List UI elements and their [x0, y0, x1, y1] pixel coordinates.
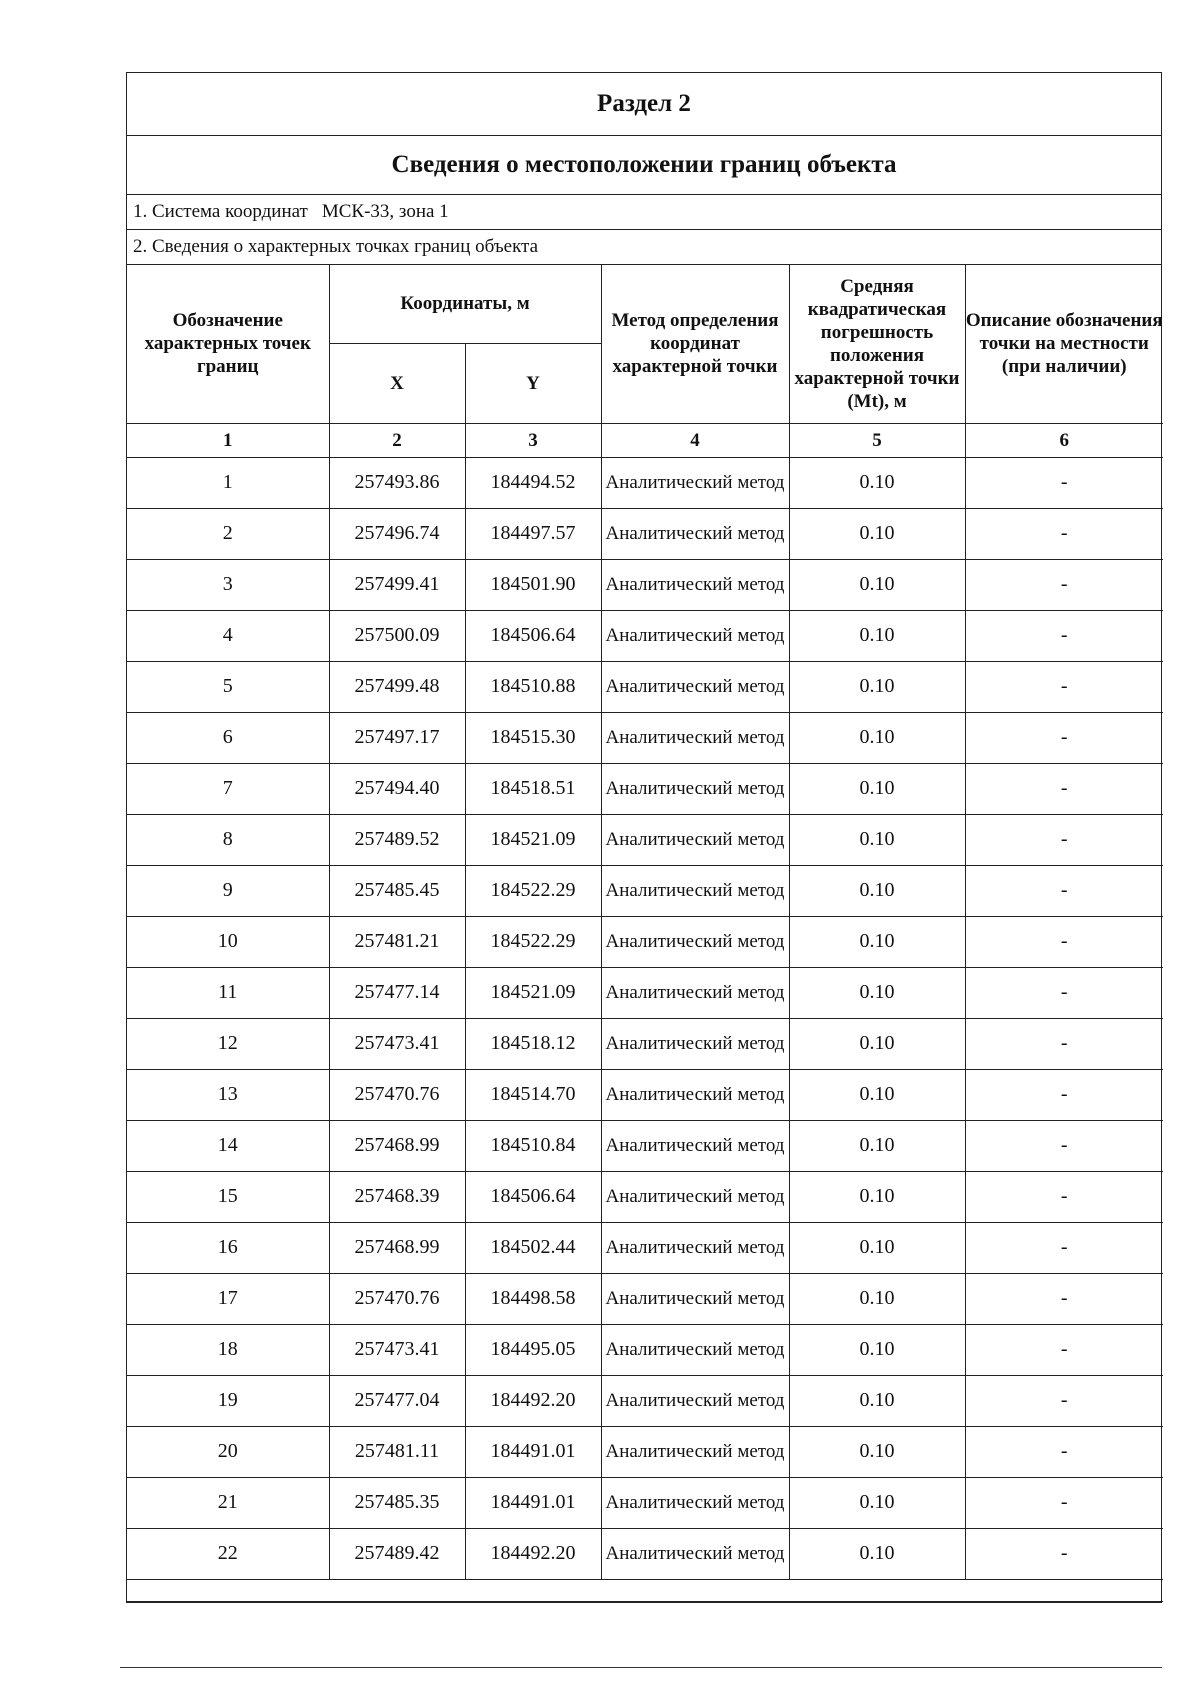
point-number-cell: 18 [127, 1324, 329, 1375]
point-number-cell: 10 [127, 916, 329, 967]
y-coordinate-cell: 184514.70 [465, 1069, 601, 1120]
point-number-cell: 22 [127, 1528, 329, 1579]
x-coordinate-cell: 257477.04 [329, 1375, 465, 1426]
y-coordinate-cell: 184492.20 [465, 1528, 601, 1579]
error-cell: 0.10 [789, 1273, 965, 1324]
table-row [127, 1528, 1163, 1579]
method-cell: Аналитический метод [601, 967, 789, 1018]
error-cell: 0.10 [789, 1171, 965, 1222]
y-coordinate-cell: 184510.88 [465, 661, 601, 712]
error-cell: 0.10 [789, 1477, 965, 1528]
table-row [127, 1069, 1163, 1120]
description-cell: - [965, 1222, 1163, 1273]
description-cell: - [965, 1069, 1163, 1120]
column-number-row [127, 423, 1163, 457]
coord-system-label: 1. Система координат [133, 201, 308, 222]
x-coordinate-cell: 257499.41 [329, 559, 465, 610]
method-cell: Аналитический метод [601, 508, 789, 559]
method-cell: Аналитический метод [601, 457, 789, 508]
header-method: Метод определения координат характерной точки [601, 265, 789, 423]
error-cell: 0.10 [789, 916, 965, 967]
y-coordinate-cell: 184498.58 [465, 1273, 601, 1324]
coord-system-row [127, 195, 1161, 230]
points-table-body [127, 457, 1163, 1579]
description-cell: - [965, 661, 1163, 712]
point-number-cell: 2 [127, 508, 329, 559]
point-number-cell: 3 [127, 559, 329, 610]
y-coordinate-cell: 184494.52 [465, 457, 601, 508]
description-cell: - [965, 814, 1163, 865]
x-coordinate-cell: 257497.17 [329, 712, 465, 763]
method-cell: Аналитический метод [601, 610, 789, 661]
x-coordinate-cell: 257481.11 [329, 1426, 465, 1477]
method-cell: Аналитический метод [601, 712, 789, 763]
point-number-cell: 13 [127, 1069, 329, 1120]
header-coordinates: Координаты, м [329, 265, 601, 343]
x-coordinate-cell: 257489.42 [329, 1528, 465, 1579]
table-row [127, 1120, 1163, 1171]
description-cell: - [965, 1324, 1163, 1375]
x-coordinate-cell: 257496.74 [329, 508, 465, 559]
description-cell: - [965, 916, 1163, 967]
point-number-cell: 7 [127, 763, 329, 814]
point-number-cell: 14 [127, 1120, 329, 1171]
y-coordinate-cell: 184510.84 [465, 1120, 601, 1171]
y-coordinate-cell: 184518.12 [465, 1018, 601, 1069]
x-coordinate-cell: 257500.09 [329, 610, 465, 661]
page-subtitle: Сведения о местоположении границ объекта [127, 136, 1161, 195]
x-coordinate-cell: 257477.14 [329, 967, 465, 1018]
x-coordinate-cell: 257494.40 [329, 763, 465, 814]
y-coordinate-cell: 184506.64 [465, 1171, 601, 1222]
table-row [127, 865, 1163, 916]
point-number-cell: 17 [127, 1273, 329, 1324]
method-cell: Аналитический метод [601, 1426, 789, 1477]
table-tail-row [127, 1579, 1163, 1601]
x-coordinate-cell: 257468.99 [329, 1120, 465, 1171]
error-cell: 0.10 [789, 1324, 965, 1375]
method-cell: Аналитический метод [601, 1018, 789, 1069]
column-number: 3 [465, 423, 601, 457]
y-coordinate-cell: 184492.20 [465, 1375, 601, 1426]
description-cell: - [965, 1273, 1163, 1324]
error-cell: 0.10 [789, 1426, 965, 1477]
header-description: Описание обозначения точки на местности (при наличии) [965, 265, 1163, 423]
method-cell: Аналитический метод [601, 763, 789, 814]
description-cell: - [965, 610, 1163, 661]
point-number-cell: 12 [127, 1018, 329, 1069]
y-coordinate-cell: 184497.57 [465, 508, 601, 559]
table-row [127, 1375, 1163, 1426]
x-coordinate-cell: 257473.41 [329, 1324, 465, 1375]
table-row [127, 610, 1163, 661]
description-cell: - [965, 763, 1163, 814]
point-number-cell: 6 [127, 712, 329, 763]
x-coordinate-cell: 257493.86 [329, 457, 465, 508]
x-coordinate-cell: 257470.76 [329, 1069, 465, 1120]
y-coordinate-cell: 184502.44 [465, 1222, 601, 1273]
error-cell: 0.10 [789, 1018, 965, 1069]
table-row [127, 457, 1163, 508]
x-coordinate-cell: 257473.41 [329, 1018, 465, 1069]
table-row [127, 1426, 1163, 1477]
description-cell: - [965, 1528, 1163, 1579]
y-coordinate-cell: 184515.30 [465, 712, 601, 763]
error-cell: 0.10 [789, 1375, 965, 1426]
error-cell: 0.10 [789, 610, 965, 661]
header-designation: Обозначение характерных точек границ [127, 265, 329, 423]
error-cell: 0.10 [789, 457, 965, 508]
method-cell: Аналитический метод [601, 916, 789, 967]
table-row [127, 1171, 1163, 1222]
description-cell: - [965, 508, 1163, 559]
method-cell: Аналитический метод [601, 1528, 789, 1579]
y-coordinate-cell: 184521.09 [465, 967, 601, 1018]
point-number-cell: 1 [127, 457, 329, 508]
table-row [127, 916, 1163, 967]
point-number-cell: 4 [127, 610, 329, 661]
x-coordinate-cell: 257481.21 [329, 916, 465, 967]
method-cell: Аналитический метод [601, 1273, 789, 1324]
column-number: 4 [601, 423, 789, 457]
points-info-row [127, 230, 1161, 265]
method-cell: Аналитический метод [601, 1069, 789, 1120]
method-cell: Аналитический метод [601, 1120, 789, 1171]
point-number-cell: 19 [127, 1375, 329, 1426]
header-row [127, 265, 1163, 343]
section-title: Раздел 2 [127, 73, 1161, 136]
description-cell: - [965, 1171, 1163, 1222]
y-coordinate-cell: 184518.51 [465, 763, 601, 814]
table-row [127, 1273, 1163, 1324]
error-cell: 0.10 [789, 712, 965, 763]
method-cell: Аналитический метод [601, 1477, 789, 1528]
x-coordinate-cell: 257485.35 [329, 1477, 465, 1528]
table-row [127, 1324, 1163, 1375]
description-cell: - [965, 1477, 1163, 1528]
error-cell: 0.10 [789, 763, 965, 814]
column-number: 5 [789, 423, 965, 457]
method-cell: Аналитический метод [601, 1222, 789, 1273]
error-cell: 0.10 [789, 661, 965, 712]
method-cell: Аналитический метод [601, 1324, 789, 1375]
x-coordinate-cell: 257485.45 [329, 865, 465, 916]
y-coordinate-cell: 184522.29 [465, 865, 601, 916]
description-cell: - [965, 457, 1163, 508]
method-cell: Аналитический метод [601, 865, 789, 916]
y-coordinate-cell: 184491.01 [465, 1426, 601, 1477]
x-coordinate-cell: 257468.39 [329, 1171, 465, 1222]
x-coordinate-cell: 257489.52 [329, 814, 465, 865]
table-tail-cell [127, 1579, 1163, 1601]
error-cell: 0.10 [789, 1528, 965, 1579]
document-sheet [126, 72, 1162, 1603]
column-number: 2 [329, 423, 465, 457]
point-number-cell: 5 [127, 661, 329, 712]
description-cell: - [965, 1018, 1163, 1069]
error-cell: 0.10 [789, 1222, 965, 1273]
column-number: 6 [965, 423, 1163, 457]
point-number-cell: 20 [127, 1426, 329, 1477]
x-coordinate-cell: 257468.99 [329, 1222, 465, 1273]
point-number-cell: 15 [127, 1171, 329, 1222]
method-cell: Аналитический метод [601, 661, 789, 712]
table-row [127, 1222, 1163, 1273]
table-row [127, 967, 1163, 1018]
method-cell: Аналитический метод [601, 1171, 789, 1222]
error-cell: 0.10 [789, 508, 965, 559]
y-coordinate-cell: 184491.01 [465, 1477, 601, 1528]
error-cell: 0.10 [789, 1069, 965, 1120]
table-row [127, 559, 1163, 610]
description-cell: - [965, 1426, 1163, 1477]
y-coordinate-cell: 184495.05 [465, 1324, 601, 1375]
x-coordinate-cell: 257470.76 [329, 1273, 465, 1324]
error-cell: 0.10 [789, 559, 965, 610]
y-coordinate-cell: 184521.09 [465, 814, 601, 865]
point-number-cell: 9 [127, 865, 329, 916]
x-coordinate-cell: 257499.48 [329, 661, 465, 712]
column-number: 1 [127, 423, 329, 457]
table-row [127, 1477, 1163, 1528]
point-number-cell: 16 [127, 1222, 329, 1273]
error-cell: 0.10 [789, 967, 965, 1018]
description-cell: - [965, 559, 1163, 610]
points-info-label: 2. Сведения о характерных точках границ объекта [133, 236, 539, 257]
header-x: X [329, 343, 465, 423]
points-table [127, 265, 1163, 1602]
y-coordinate-cell: 184506.64 [465, 610, 601, 661]
table-row [127, 763, 1163, 814]
point-number-cell: 11 [127, 967, 329, 1018]
method-cell: Аналитический метод [601, 559, 789, 610]
point-number-cell: 8 [127, 814, 329, 865]
description-cell: - [965, 1375, 1163, 1426]
coord-system-value: МСК-33, зона 1 [321, 201, 449, 222]
table-row [127, 814, 1163, 865]
header-error: Средняя квадратическая погрешность положения характерной точки (Mt), м [789, 265, 965, 423]
table-row [127, 712, 1163, 763]
header-y: Y [465, 343, 601, 423]
footer-divider [120, 1667, 1162, 1668]
point-number-cell: 21 [127, 1477, 329, 1528]
method-cell: Аналитический метод [601, 1375, 789, 1426]
error-cell: 0.10 [789, 1120, 965, 1171]
error-cell: 0.10 [789, 814, 965, 865]
description-cell: - [965, 865, 1163, 916]
method-cell: Аналитический метод [601, 814, 789, 865]
table-row [127, 661, 1163, 712]
description-cell: - [965, 712, 1163, 763]
y-coordinate-cell: 184522.29 [465, 916, 601, 967]
description-cell: - [965, 967, 1163, 1018]
table-row [127, 508, 1163, 559]
description-cell: - [965, 1120, 1163, 1171]
error-cell: 0.10 [789, 865, 965, 916]
table-row [127, 1018, 1163, 1069]
y-coordinate-cell: 184501.90 [465, 559, 601, 610]
